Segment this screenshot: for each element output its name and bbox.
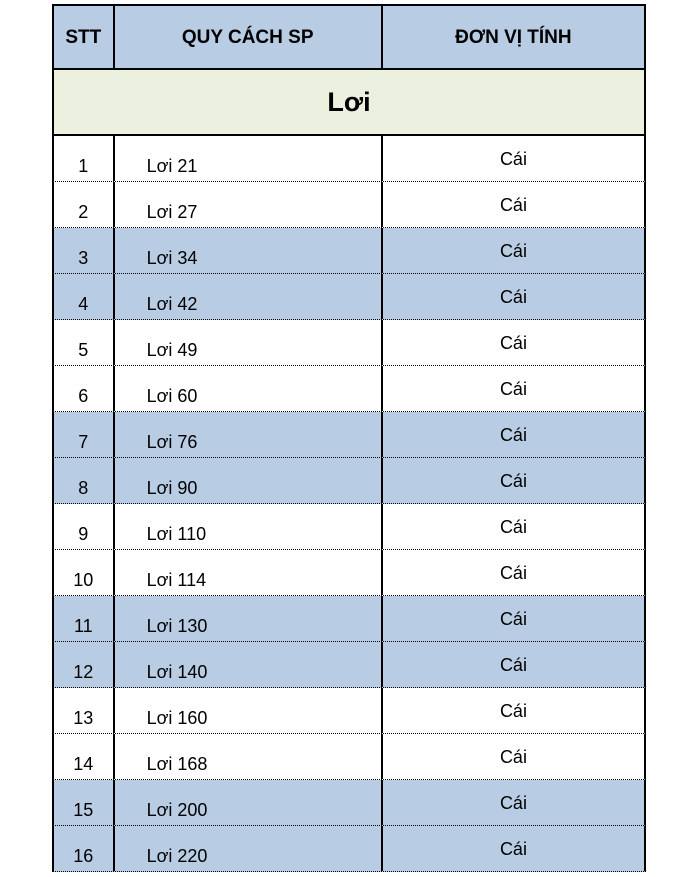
row-spec: Lơi 140 — [115, 642, 383, 687]
table-row — [52, 780, 646, 826]
product-spec-table — [52, 4, 646, 872]
row-stt: 16 — [54, 826, 115, 871]
row-stt: 3 — [54, 228, 115, 273]
row-unit: Cái — [499, 241, 527, 261]
row-unit: Cái — [499, 149, 527, 169]
table-row — [52, 642, 646, 688]
row-unit: Cái — [499, 195, 527, 215]
section-title: Lơi — [52, 70, 646, 136]
table-row — [52, 228, 646, 274]
row-stt: 2 — [54, 182, 115, 227]
table-row — [52, 182, 646, 228]
header-unit: ĐƠN VỊ TÍNH — [455, 27, 572, 48]
row-spec: Lơi 160 — [115, 688, 383, 733]
row-spec: Lơi 110 — [115, 504, 383, 549]
row-unit: Cái — [499, 425, 527, 445]
row-stt: 1 — [54, 136, 115, 181]
row-stt: 7 — [54, 412, 115, 457]
row-stt: 8 — [54, 458, 115, 503]
row-stt: 6 — [54, 366, 115, 411]
table-row — [52, 366, 646, 412]
row-spec: Lơi 130 — [115, 596, 383, 641]
row-unit: Cái — [499, 287, 527, 307]
row-stt: 15 — [54, 780, 115, 825]
row-unit: Cái — [499, 793, 527, 813]
row-unit: Cái — [499, 839, 527, 859]
row-unit: Cái — [499, 701, 527, 721]
row-spec: Lơi 49 — [115, 320, 383, 365]
table-row — [52, 412, 646, 458]
table-row — [52, 550, 646, 596]
table-row — [52, 688, 646, 734]
table-header-row — [52, 4, 646, 70]
row-stt: 12 — [54, 642, 115, 687]
row-spec: Lơi 21 — [115, 136, 383, 181]
row-stt: 9 — [54, 504, 115, 549]
row-unit: Cái — [499, 609, 527, 629]
row-unit: Cái — [499, 563, 527, 583]
row-unit: Cái — [499, 333, 527, 353]
table-row — [52, 826, 646, 872]
row-stt: 4 — [54, 274, 115, 319]
row-stt: 13 — [54, 688, 115, 733]
row-spec: Lơi 34 — [115, 228, 383, 273]
header-stt: STT — [54, 6, 115, 68]
table-row — [52, 274, 646, 320]
row-spec: Lơi 168 — [115, 734, 383, 779]
row-spec: Lơi 76 — [115, 412, 383, 457]
row-spec: Lơi 60 — [115, 366, 383, 411]
table-row — [52, 734, 646, 780]
row-stt: 10 — [54, 550, 115, 595]
table-row — [52, 136, 646, 182]
row-stt: 5 — [54, 320, 115, 365]
table-row — [52, 458, 646, 504]
row-spec: Lơi 42 — [115, 274, 383, 319]
row-spec: Lơi 27 — [115, 182, 383, 227]
table-row — [52, 504, 646, 550]
row-unit: Cái — [499, 517, 527, 537]
table-body — [52, 136, 646, 872]
table-row — [52, 320, 646, 366]
row-unit: Cái — [499, 747, 527, 767]
row-spec: Lơi 220 — [115, 826, 383, 871]
row-spec: Lơi 200 — [115, 780, 383, 825]
row-unit: Cái — [499, 379, 527, 399]
header-spec: QUY CÁCH SP — [115, 6, 383, 68]
row-stt: 11 — [54, 596, 115, 641]
row-stt: 14 — [54, 734, 115, 779]
row-spec: Lơi 114 — [115, 550, 383, 595]
row-spec: Lơi 90 — [115, 458, 383, 503]
row-unit: Cái — [499, 471, 527, 491]
row-unit: Cái — [499, 655, 527, 675]
table-row — [52, 596, 646, 642]
